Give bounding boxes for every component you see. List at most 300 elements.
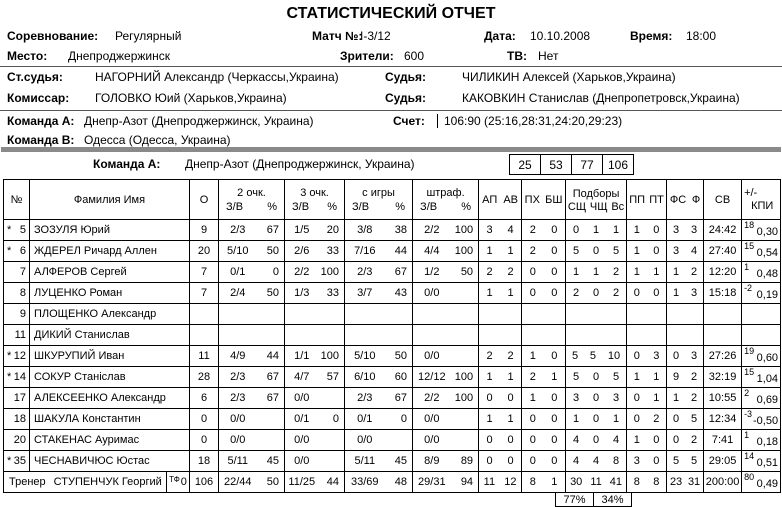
commissar-value: ГОЛОВКО Юий (Харьков,Украина) [95,91,287,105]
jersey-number: 20 [13,434,26,446]
ft-percent-cell [451,304,479,325]
assists-turnovers-cell: 1 1 [479,283,522,304]
p2-made-attempted-cell: 5/11 [219,451,257,472]
rebounds-cell: 4 4 8 [566,451,627,472]
p2-made-attempted-cell [219,304,257,325]
p3-percent-cell: 33 [319,283,345,304]
rebounds-cell [566,304,627,325]
player-row [4,388,781,409]
p2-percent-cell [257,430,285,451]
quarter-score-3: 77 [571,154,603,175]
assists-turnovers-cell: 0 0 [479,451,522,472]
p2-percent-cell: 45 [257,451,285,472]
player-row [4,409,781,430]
assists-turnovers-cell: 0 0 [479,388,522,409]
ft-made-attempted-cell: 0/0 [413,346,451,367]
fg-made-attempted-cell: 7/16 [345,241,385,262]
plusminus-kpi-cell: 15 0,54 [742,241,781,262]
p2-made-attempted-cell: 2/3 [219,367,257,388]
player-name-cell: ДИКИЙ Станислав [30,325,190,346]
assists-turnovers-cell: 2 2 [479,346,522,367]
pp-pt-cell [627,325,667,346]
ft-percent-cell [451,283,479,304]
total-2pt-pct-cell: 50 [257,472,285,493]
fouls-cell: 3 4 [667,241,704,262]
fg-percent-cell [385,304,413,325]
ft-made-attempted-cell: 0/0 [413,409,451,430]
team-a-value: Днепр-Азот (Днепроджержинск, Украина) [84,114,314,128]
total-time-cell: 200:00 [704,472,742,493]
time-played-cell [704,325,742,346]
p2-percent-cell: 44 [257,346,285,367]
jersey-number: 6 [19,245,26,257]
p3-percent-cell: 100 [319,346,345,367]
p3-percent-cell [319,388,345,409]
header-name: Фамилия Имя [30,180,190,220]
fg-made-attempted-cell: 5/10 [345,346,385,367]
team-section-header [0,152,782,179]
p3-made-attempted-cell: 2/6 [285,241,319,262]
points-cell: 7 [190,262,219,283]
total-points-cell: 106 [190,472,219,493]
points-cell: 7 [190,283,219,304]
plusminus-kpi-cell: 19 0,60 [742,346,781,367]
referee3-value: КАКОВКИН Станислав (Днепропетровск,Украина) [462,91,740,105]
ft-made-attempted-cell [413,304,451,325]
p3-made-attempted-cell: 0/0 [285,451,319,472]
pp-pt-cell: 1 1 [627,262,667,283]
p3-made-attempted-cell: 0/0 [285,388,319,409]
points-cell: 20 [190,241,219,262]
plusminus-kpi-cell: -3 -0,50 [742,409,781,430]
player-name-cell: ЖДЕРЕЛ Ричард Аллен [30,241,190,262]
p3-made-attempted-cell [285,325,319,346]
total-fg-cell: 33/69 [345,472,385,493]
total-fg-pct-cell: 48 [385,472,413,493]
info-row-referees-1 [0,68,782,89]
time-played-cell: 27:26 [704,346,742,367]
player-row [4,283,781,304]
jersey-number: 14 [13,371,26,383]
chief-referee-label: Ст.судья: [7,70,63,84]
ft-made-attempted-cell: 4/4 [413,241,451,262]
jersey-number: 18 [13,413,26,425]
rebound-percent-row [556,492,782,507]
fouls-cell: 9 2 [667,367,704,388]
p3-made-attempted-cell [285,304,319,325]
plusminus-kpi-cell: 14 0,51 [742,451,781,472]
rebounds-cell: 1 1 2 [566,262,627,283]
time-played-cell [704,304,742,325]
fouls-cell: 0 3 [667,346,704,367]
assists-turnovers-cell: 1 1 [479,409,522,430]
fouls-cell: 5 5 [667,451,704,472]
p2-percent-cell [257,409,285,430]
pp-pt-cell: 0 0 [627,283,667,304]
header-field-goals: с игры З/В % [345,180,413,220]
pp-pt-cell: 0 1 [627,388,667,409]
player-row [4,430,781,451]
ft-percent-cell: 100 [451,367,479,388]
rebounds-cell: 5 5 10 [566,346,627,367]
points-cell: 0 [190,409,219,430]
p2-made-attempted-cell: 2/3 [219,388,257,409]
pp-pt-cell [627,304,667,325]
steals-blocks-cell: 0 0 [522,430,566,451]
p2-made-attempted-cell: 2/3 [219,220,257,241]
player-number-cell [4,409,30,430]
assists-turnovers-cell: 0 0 [479,430,522,451]
ft-percent-cell: 100 [451,220,479,241]
p2-made-attempted-cell: 5/10 [219,241,257,262]
fouls-cell: 1 3 [667,283,704,304]
quarter-score-4: 106 [602,154,634,175]
total-plusminus-kpi-cell: 80 0,49 [742,472,781,493]
plusminus-kpi-cell [742,304,781,325]
match-number-value: I-3/12 [360,29,391,43]
steals-blocks-cell: 0 0 [522,451,566,472]
plusminus-kpi-cell: 1 0,48 [742,262,781,283]
assists-turnovers-cell: 1 1 [479,367,522,388]
ft-made-attempted-cell: 2/2 [413,388,451,409]
player-number-cell [4,367,30,388]
p3-made-attempted-cell: 1/3 [285,283,319,304]
plusminus-kpi-cell: -2 0,19 [742,283,781,304]
date-value: 10.10.2008 [530,29,591,43]
starter-mark: * [7,455,12,467]
header-free-throws: штраф. З/В % [413,180,479,220]
p3-made-attempted-cell: 1/5 [285,220,319,241]
p2-made-attempted-cell: 0/0 [219,430,257,451]
team-a-label: Команда А: [7,114,75,128]
p2-percent-cell: 67 [257,220,285,241]
pp-pt-cell: 0 3 [627,346,667,367]
team-b-label: Команда В: [7,133,75,147]
time-played-cell: 12:34 [704,409,742,430]
fg-percent-cell: 44 [385,241,413,262]
p2-percent-cell: 50 [257,283,285,304]
header-points: О [190,180,219,220]
fouls-cell: 1 2 [667,388,704,409]
fg-made-attempted-cell [345,325,385,346]
stats-table [3,179,781,493]
pp-pt-cell: 1 0 [627,241,667,262]
points-cell: 6 [190,388,219,409]
p3-percent-cell [319,325,345,346]
quarter-score-1: 25 [509,154,541,175]
referee3-label: Судья: [385,91,427,105]
rebounds-cell: 2 0 2 [566,283,627,304]
player-name-cell: АЛЕКСЕЕНКО Александр [30,388,190,409]
fg-percent-cell: 43 [385,283,413,304]
team-section-name: Днепр-Азот (Днепроджержинск, Украина) [185,157,415,171]
fouls-cell: 3 3 [667,220,704,241]
totals-row [4,472,781,493]
player-row [4,304,781,325]
points-cell: 18 [190,451,219,472]
player-row [4,367,781,388]
player-row [4,262,781,283]
p2-percent-cell: 67 [257,388,285,409]
rebounds-cell: 5 0 5 [566,367,627,388]
fg-percent-cell: 45 [385,451,413,472]
jersey-number: 5 [19,224,26,236]
rebounds-cell: 0 1 1 [566,220,627,241]
player-number-cell [4,283,30,304]
steals-blocks-cell: 0 0 [522,409,566,430]
commissar-label: Комиссар: [7,91,70,105]
p2-made-attempted-cell [219,325,257,346]
fouls-cell: 1 2 [667,262,704,283]
info-row-referees-2 [0,89,782,109]
jersey-number: 8 [19,287,26,299]
assists-turnovers-cell: 3 4 [479,220,522,241]
points-cell [190,304,219,325]
player-number-cell [4,220,30,241]
fg-percent-cell: 0 [385,409,413,430]
plusminus-kpi-cell: 1 0,18 [742,430,781,451]
p3-percent-cell [319,451,345,472]
page-title: СТАТИСТИЧЕСКИЙ ОТЧЕТ [286,5,496,22]
pp-pt-cell: 1 0 [627,220,667,241]
fg-made-attempted-cell: 3/8 [345,220,385,241]
steals-blocks-cell: 2 0 [522,220,566,241]
fg-percent-cell: 67 [385,262,413,283]
score-value: 106:90 (25:16,28:31,24:20,29:23) [437,114,622,128]
info-row-2 [0,47,782,65]
ft-percent-cell: 100 [451,241,479,262]
p2-percent-cell [257,304,285,325]
time-played-cell: 24:42 [704,220,742,241]
player-row [4,241,781,262]
pp-pt-cell: 3 0 [627,451,667,472]
ft-percent-cell [451,409,479,430]
fg-made-attempted-cell: 6/10 [345,367,385,388]
total-fouls-cell: 23 31 [667,472,704,493]
coach-cell [4,472,190,493]
steals-blocks-cell: 2 1 [522,367,566,388]
player-number-cell [4,241,30,262]
pp-pt-cell: 1 0 [627,430,667,451]
ft-made-attempted-cell [413,325,451,346]
steals-blocks-cell: 2 0 [522,241,566,262]
player-name-cell: ЧЕСНАВИЧЮС Юстас [30,451,190,472]
player-number-cell [4,451,30,472]
p2-percent-cell: 0 [257,262,285,283]
player-name-cell: ЛУЦЕНКО Роман [30,283,190,304]
fg-made-attempted-cell [345,304,385,325]
fg-percent-cell: 60 [385,367,413,388]
place-value: Днепроджержинск [68,49,170,63]
player-number-cell [4,430,30,451]
plusminus-kpi-cell [742,325,781,346]
header-fouls: ФС Ф [667,180,704,220]
time-value: 18:00 [686,29,717,43]
points-cell [190,325,219,346]
tv-value: Нет [538,49,559,63]
header-pp-pt: ПП ПТ [627,180,667,220]
p3-percent-cell [319,304,345,325]
players-body [4,220,781,472]
date-label: Дата: [484,29,516,43]
time-played-cell: 12:20 [704,262,742,283]
starter-mark: * [7,371,12,383]
fouls-cell: 0 5 [667,409,704,430]
p3-made-attempted-cell: 4/7 [285,367,319,388]
ft-percent-cell [451,346,479,367]
assists-turnovers-cell [479,325,522,346]
p3-percent-cell: 57 [319,367,345,388]
p3-made-attempted-cell: 0/1 [285,409,319,430]
rebounds-cell: 4 0 4 [566,430,627,451]
time-played-cell: 15:18 [704,283,742,304]
offensive-rebound-percent: 77% [555,492,594,507]
ft-percent-cell: 50 [451,262,479,283]
player-name-cell: ШАКУЛА Константин [30,409,190,430]
fg-made-attempted-cell: 0/0 [345,430,385,451]
plusminus-kpi-cell: 15 1,04 [742,367,781,388]
info-row-team-a [0,112,782,131]
totals-body [4,472,781,493]
starter-mark: * [7,350,12,362]
p2-made-attempted-cell: 0/0 [219,409,257,430]
p3-percent-cell: 33 [319,241,345,262]
total-pp-pt-cell: 8 8 [627,472,667,493]
player-row [4,346,781,367]
player-number-cell [4,346,30,367]
rebounds-cell [566,325,627,346]
info-row-team-b [0,131,782,146]
ft-made-attempted-cell: 2/2 [413,220,451,241]
jersey-number: 7 [19,266,26,278]
ft-percent-cell: 89 [451,451,479,472]
fouls-cell: 0 2 [667,430,704,451]
header-2pt: 2 очк. З/В % [219,180,285,220]
quarter-scores [510,154,634,175]
time-played-cell: 27:40 [704,241,742,262]
points-cell: 11 [190,346,219,367]
assists-turnovers-cell [479,304,522,325]
player-row [4,220,781,241]
fouls-cell [667,304,704,325]
player-name-cell: ШКУРУПИЙ Иван [30,346,190,367]
header-number: № [4,180,30,220]
jersey-number: 11 [14,329,26,341]
rebounds-cell: 5 0 5 [566,241,627,262]
total-ft-cell: 29/31 [413,472,451,493]
referee2-value: ЧИЛИКИН Алексей (Харьков,Украина) [462,70,676,84]
ft-percent-cell [451,430,479,451]
jersey-number: 9 [19,308,26,320]
ft-made-attempted-cell: 0/0 [413,430,451,451]
fg-made-attempted-cell: 0/1 [345,409,385,430]
match-number-label: Матч №: [312,29,363,43]
jersey-number: 12 [13,350,26,362]
ft-made-attempted-cell: 1/2 [413,262,451,283]
steals-blocks-cell: 1 0 [522,388,566,409]
total-2pt-cell: 22/44 [219,472,257,493]
p2-percent-cell: 67 [257,367,285,388]
jersey-number: 17 [13,392,26,404]
time-played-cell: 29:05 [704,451,742,472]
p3-made-attempted-cell: 2/2 [285,262,319,283]
total-assists-turnovers-cell: 11 12 [479,472,522,493]
player-number-cell [4,388,30,409]
pp-pt-cell: 1 1 [627,367,667,388]
fg-percent-cell: 67 [385,388,413,409]
steals-blocks-cell [522,304,566,325]
fg-made-attempted-cell: 2/3 [345,262,385,283]
fg-percent-cell: 38 [385,220,413,241]
place-label: Место: [7,49,48,63]
steals-blocks-cell: 0 0 [522,283,566,304]
header-rebounds: Подборы СЩ ЧЩ Вс [566,180,627,220]
header-assists-turnovers: АП АВ [479,180,522,220]
fg-percent-cell [385,430,413,451]
p3-percent-cell [319,430,345,451]
p3-percent-cell: 100 [319,262,345,283]
time-played-cell: 10:55 [704,388,742,409]
player-name-cell: ПЛОЩЕНКО Александр [30,304,190,325]
score-label: Счет: [393,114,425,128]
total-ft-pct-cell: 94 [451,472,479,493]
player-name-cell: АЛФЕРОВ Сергей [30,262,190,283]
ft-percent-cell [451,325,479,346]
player-number-cell [4,325,30,346]
player-name-cell: СОКУР Станіслав [30,367,190,388]
time-played-cell: 7:41 [704,430,742,451]
starter-mark: * [7,245,12,257]
total-3pt-cell: 11/25 [285,472,319,493]
total-rebounds-cell: 30 11 41 [566,472,627,493]
fg-percent-cell [385,325,413,346]
chief-referee-value: НАГОРНИЙ Александр (Черкассы,Украина) [95,70,339,84]
player-name-cell: ЗОЗУЛЯ Юрий [30,220,190,241]
coach-name: СТУПЕНЧУК Георгий [53,476,162,488]
p2-made-attempted-cell: 2/4 [219,283,257,304]
spectators-label: Зрители: [340,49,394,63]
ft-made-attempted-cell: 8/9 [413,451,451,472]
assists-turnovers-cell: 1 1 [479,241,522,262]
fg-made-attempted-cell: 3/7 [345,283,385,304]
jersey-number: 35 [13,455,26,467]
points-cell: 0 [190,430,219,451]
fg-made-attempted-cell: 2/3 [345,388,385,409]
points-cell: 9 [190,220,219,241]
spectators-value: 600 [404,49,425,63]
tv-label: ТВ: [507,49,527,63]
fouls-cell [667,325,704,346]
competition-value: Регулярный [115,29,182,43]
assists-turnovers-cell: 2 2 [479,262,522,283]
steals-blocks-cell [522,325,566,346]
ft-made-attempted-cell: 12/12 [413,367,451,388]
team-fouls-cell: ТФ 0 [166,472,189,492]
defensive-rebound-percent: 34% [593,492,632,507]
player-row [4,451,781,472]
time-label: Время: [630,29,673,43]
p2-made-attempted-cell: 0/1 [219,262,257,283]
steals-blocks-cell: 1 0 [522,346,566,367]
player-row [4,325,781,346]
rebounds-cell: 3 0 3 [566,388,627,409]
p2-made-attempted-cell: 4/9 [219,346,257,367]
total-steals-blocks-cell: 8 1 [522,472,566,493]
stats-table-header [4,180,781,220]
referee2-label: Судья: [385,70,427,84]
plusminus-kpi-cell: 2 0,69 [742,388,781,409]
p2-percent-cell: 50 [257,241,285,262]
